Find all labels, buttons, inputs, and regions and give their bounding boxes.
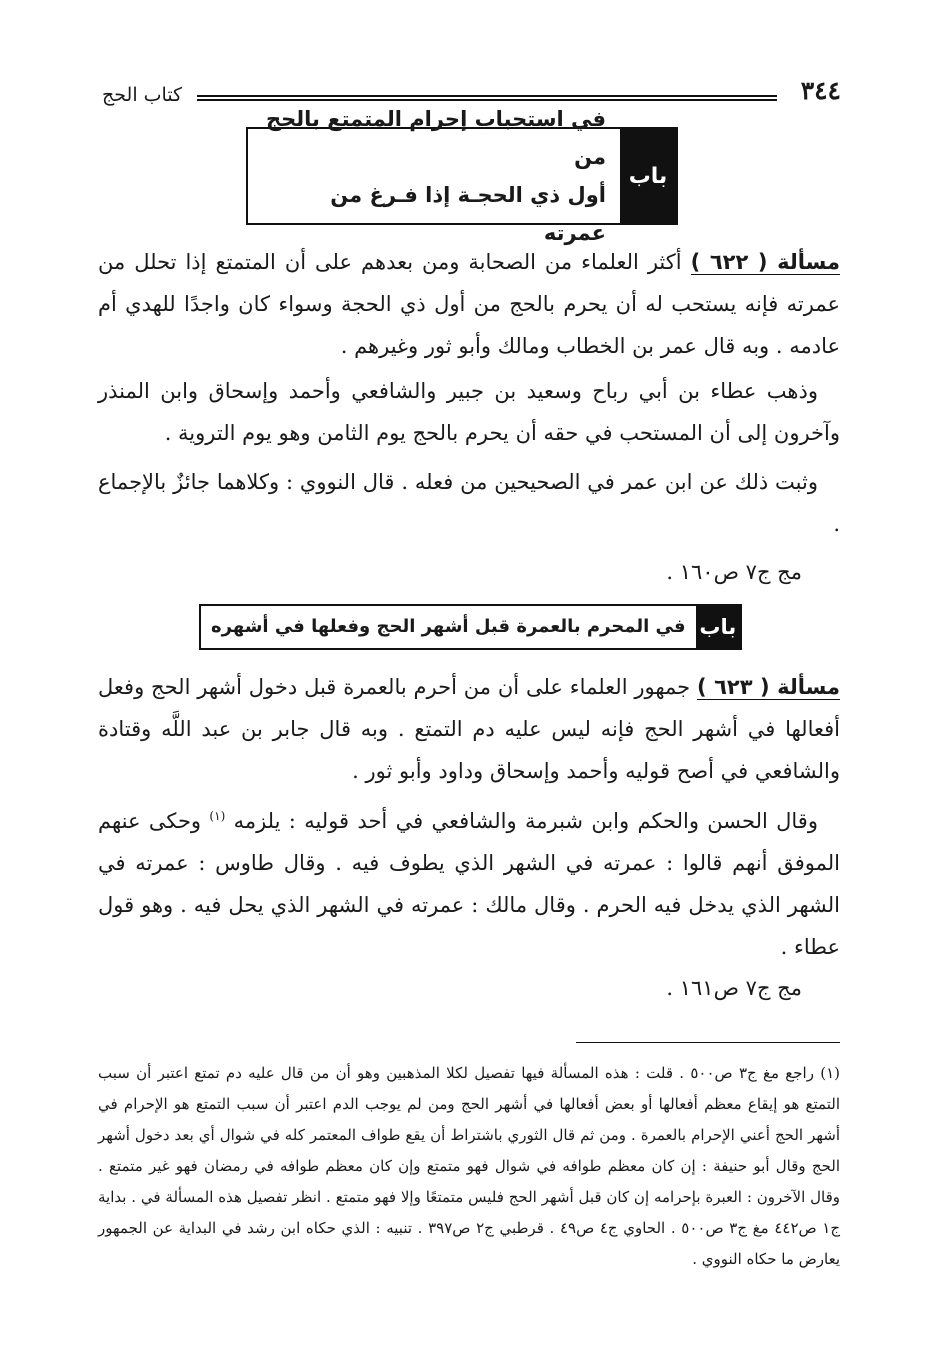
running-title: كتاب الحج: [102, 84, 183, 106]
issue-text: أكثر العلماء من الصحابة ومن بعدهم على أن المتمتع إذا تحلل من عمرته فإنه يستحب له أن يحرم بالحج من أول ذي الحجة وسواء كان واجدًا للهدي أم عادمه . وبه قال عمر بن الخطاب ومالك وأبو ثور وغيرهم .: [98, 250, 840, 358]
footnote-marker: (١): [209, 809, 226, 823]
paragraph: [98, 795, 840, 968]
footnote-separator: [576, 1042, 840, 1043]
issue-623-paragraph: [98, 666, 840, 792]
paragraph: [98, 461, 840, 545]
footnote: (١) راجع مغ ج٣ ص٥٠٠ . قلت : هذه المسألة فيها تفصيل لكلا المذهبين وهو أن من قال عليه دم تمتع اعتبر أن سبب التمتع هو إيقاع معظم أفعالها أو بعض أفعالها في أشهر الحج ومن لم يوجب الدم اعتبر أن سبب التمتع هو الإحرام في أشهر الحج أعني الإحرام بالعمرة . ومن ثم قال الثوري باشتراط أن يقع طواف المعتمر كله في شوال أي بعد دخول أشهر الحج وقال أبو حنيفة : إن كان معظم طوافه في شوال فهو متمتع وإن كان معظم طوافه في رمضان فهو غير متمتع . وقال الآخرون : العبرة بإحرامه إن كان قبل أشهر الحج فليس متمتعًا وإلا فهو متمتع . انظر تفصيل هذه المسألة في . بداية ج١ ص٤٤٢ مغ ج٣ ص٥٠٠ . الحاوي ج٤ ص٤٩ . قرطبي ج٢ ص٣٩٧ . تنبيه : الذي حكاه ابن رشد في البداية عن الجمهور يعارض ما حكاه النووي .: [98, 1064, 841, 1268]
issue-label: مسألة ( ٦٢٢ ): [690, 250, 840, 274]
chapter-title-line1: في استحباب إحرام المتمتع بالحج من: [266, 107, 606, 169]
chapter-heading-box: [199, 604, 742, 650]
issue-text: جمهور العلماء على أن من أحرم بالعمرة قبل دخول أشهر الحج وفعل أفعالها في أشهر الحج فإنه ليس عليه دم التمتع . وبه قال جابر بن عبد اللَّه وقتادة والشافعي في أصح قوليه وأحمد وإسحاق وداود وأبو ثور .: [98, 675, 840, 783]
page-number: ٣٤٤: [800, 76, 841, 105]
chapter-title: في المحرم بالعمرة قبل أشهر الحج وفعلها في أشهره: [211, 616, 686, 637]
paragraph-text: وقال الحسن والحكم وابن شبرمة والشافعي في أحد قوليه : يلزمه: [225, 809, 818, 833]
source-reference: مج ج٧ ص١٦١ .: [666, 976, 802, 1000]
paragraph-text: وذهب عطاء بن أبي رباح وسعيد بن جبير والشافعي وأحمد وإسحاق وابن المنذر وآخرون إلى أن المستحب في حقه أن يحرم بالحج يوم الثامن وهو يوم التروية .: [98, 379, 840, 445]
issue-label: مسألة ( ٦٢٣ ): [697, 675, 840, 699]
paragraph-text: وحكى عنهم الموفق أنهم قالوا : عمرته في الشهر الذي يطوف فيه . وقال طاوس : عمرته في الشهر الذي يدخل فيه الحرم . وقال مالك : عمرته في الشهر الذي يحل فيه . وهو قول عطاء .: [98, 809, 840, 959]
chapter-title: [248, 107, 620, 245]
chapter-tag: باب: [620, 129, 676, 223]
chapter-heading-box: [246, 107, 678, 245]
chapter-title-line2: أول ذي الحجـة إذا فـرغ من عمرته: [330, 183, 606, 245]
paragraph: [98, 370, 840, 454]
chapter-tag: باب: [696, 606, 740, 648]
paragraph-text: وثبت ذلك عن ابن عمر في الصحيحين من فعله . قال النووي : وكلاهما جائزٌ بالإجماع .: [98, 470, 840, 536]
source-reference: مج ج٧ ص١٦٠ .: [666, 560, 802, 584]
issue-622-paragraph: [98, 241, 840, 367]
